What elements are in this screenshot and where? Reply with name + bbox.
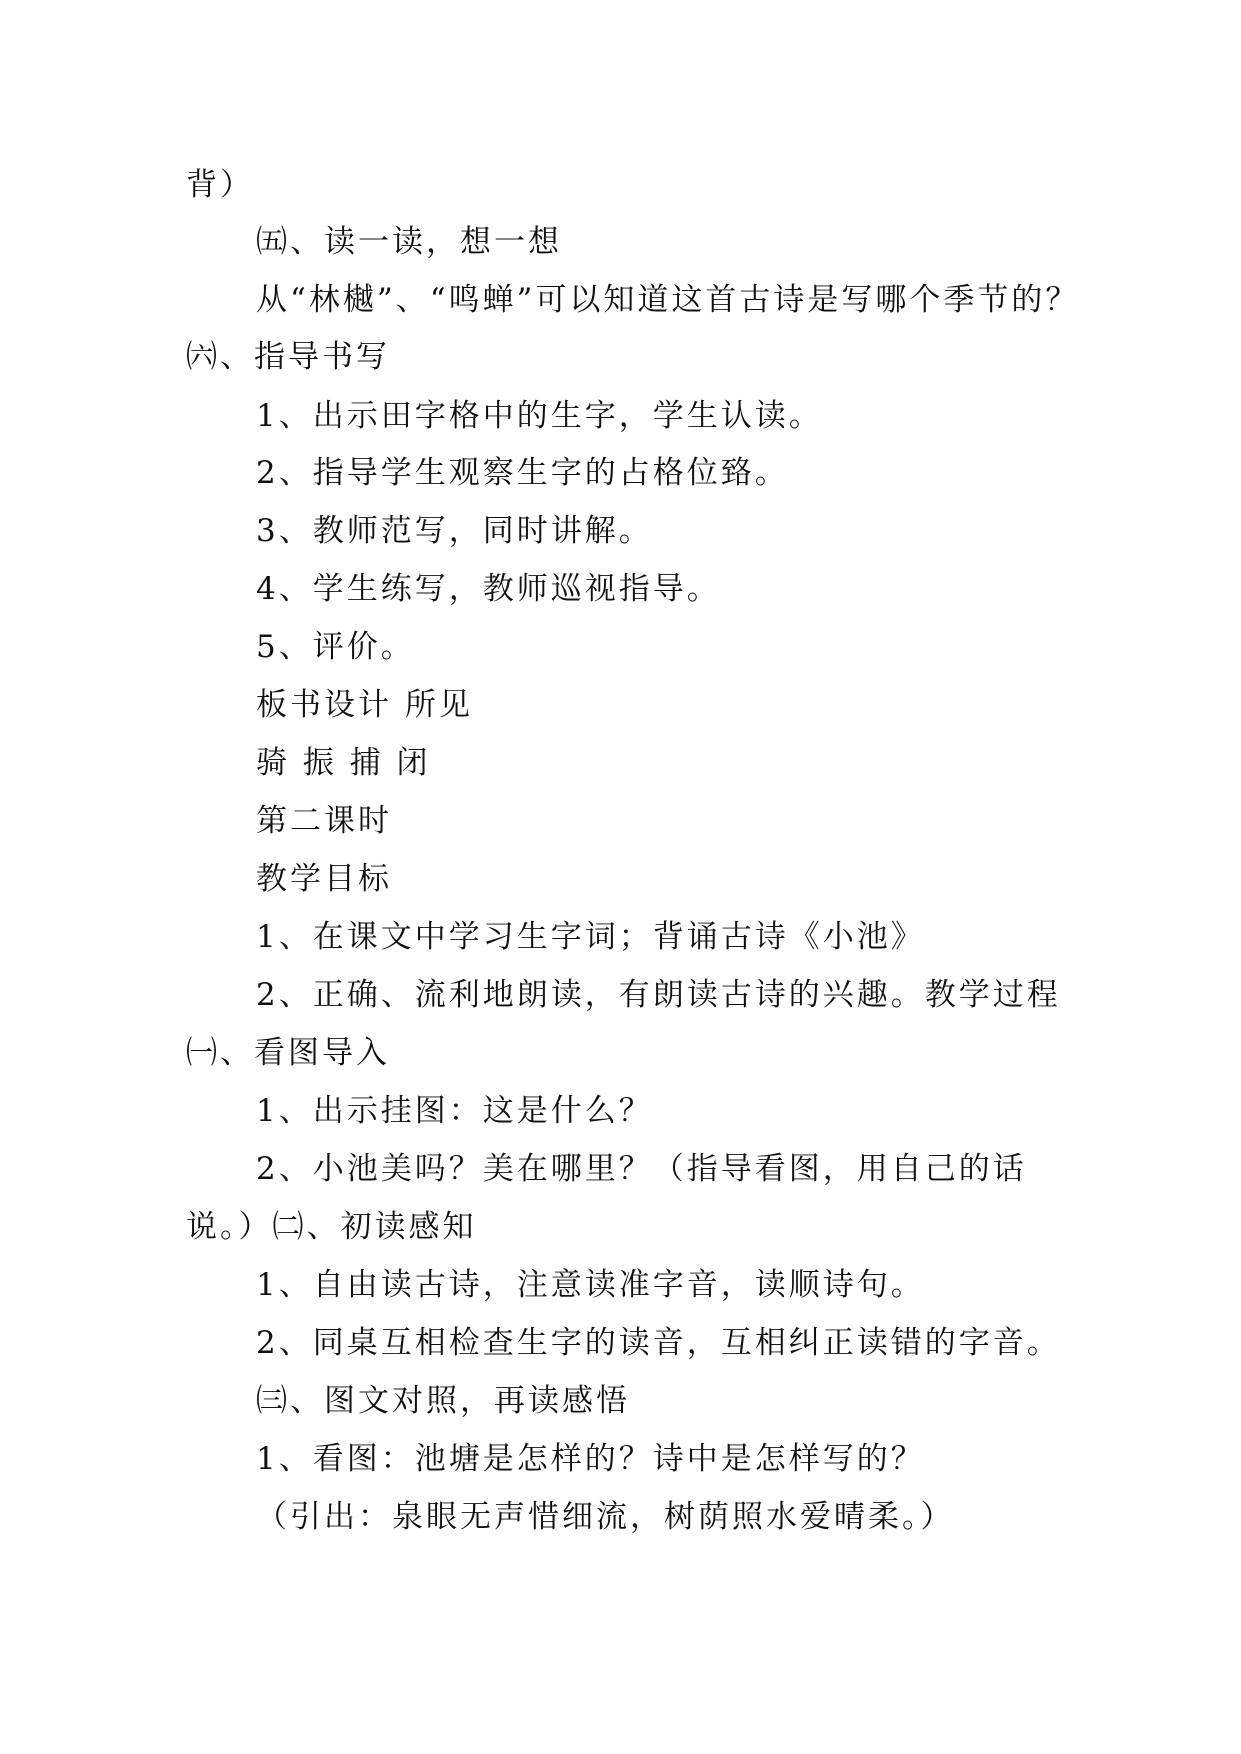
list-item-2: 2、指导学生观察生字的占格位臵。 bbox=[256, 455, 789, 491]
board-design-title: 板书设计 所见 bbox=[256, 687, 473, 723]
text-line-0: 背） bbox=[186, 167, 254, 203]
goal-item-2: 2、正确、流利地朗读，有朗读古诗的兴趣。教学过程 bbox=[256, 977, 1061, 1013]
list-item-5: 5、评价。 bbox=[256, 629, 415, 665]
board-design-characters: 骑 振 捕 闭 bbox=[256, 745, 431, 781]
poem-quote-line: （引出：泉眼无声惜细流，树荫照水爱晴柔。） bbox=[256, 1499, 955, 1535]
section-heading-2: 说。）㈡、初读感知 bbox=[186, 1209, 477, 1245]
section-heading-1: ㈠、看图导入 bbox=[186, 1035, 390, 1071]
goal-item-1: 1、在课文中学习生字词；背诵古诗《小池》 bbox=[256, 919, 925, 955]
lesson-heading: 第二课时 bbox=[256, 803, 392, 839]
section-heading-3: ㈢、图文对照，再读感悟 bbox=[256, 1383, 630, 1419]
list-item-4: 4、学生练写，教师巡视指导。 bbox=[256, 571, 721, 607]
question-item-1: 1、出示挂图：这是什么？ bbox=[256, 1093, 653, 1129]
text-line-2: 从“林樾”、“鸣蝉”可以知道这首古诗是写哪个季节的？ bbox=[256, 282, 1080, 318]
reading-step-1: 1、自由读古诗，注意读准字音，读顺诗句。 bbox=[256, 1267, 925, 1303]
question-item-2: 2、小池美吗？美在哪里？（指导看图，用自己的话 bbox=[256, 1151, 1027, 1187]
section-heading-6: ㈥、指导书写 bbox=[186, 339, 390, 375]
section-heading-5: ㈤、读一读，想一想 bbox=[256, 224, 562, 260]
reading-step-2: 2、同桌互相检查生字的读音，互相纠正读错的字音。 bbox=[256, 1325, 1061, 1361]
list-item-3: 3、教师范写，同时讲解。 bbox=[256, 513, 653, 549]
comparison-step-1: 1、看图：池塘是怎样的？诗中是怎样写的？ bbox=[256, 1441, 925, 1477]
teaching-goals-heading: 教学目标 bbox=[256, 861, 392, 897]
list-item-1: 1、出示田字格中的生字，学生认读。 bbox=[256, 398, 823, 434]
